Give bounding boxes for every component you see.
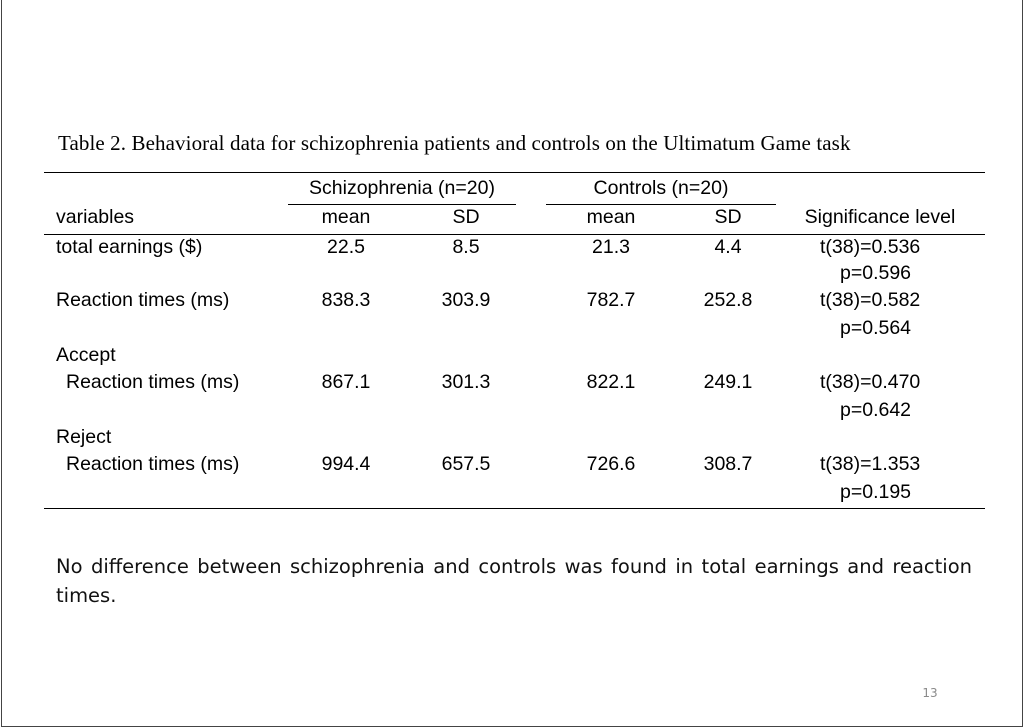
column-header-sz-sd: SD <box>452 206 480 228</box>
sz-sd-value: 8.5 <box>452 236 480 258</box>
column-header-variables: variables <box>56 206 135 228</box>
t-statistic: t(38)=0.470 <box>820 371 921 393</box>
p-value: p=0.596 <box>840 262 912 284</box>
conclusion-text: No difference between schizophrenia and controls was found in total earnings and reaction times. <box>56 555 972 607</box>
p-value: p=0.195 <box>840 481 912 503</box>
sz-mean-value: 994.4 <box>321 453 371 475</box>
column-header-ct-sd: SD <box>714 206 742 228</box>
sz-mean-value: 22.5 <box>327 236 365 258</box>
row-label: Reaction times (ms) <box>66 371 240 393</box>
table-bottom-rule <box>44 508 985 509</box>
row-label: Reaction times (ms) <box>66 453 240 475</box>
ct-sd-value: 4.4 <box>714 236 742 258</box>
sz-mean-value: 867.1 <box>321 371 371 393</box>
sz-sd-value: 303.9 <box>441 289 491 311</box>
ct-mean-value: 726.6 <box>586 453 636 475</box>
column-header-significance: Significance level <box>804 206 956 228</box>
table-top-rule <box>44 172 985 173</box>
column-header-ct-mean: mean <box>586 206 636 228</box>
column-header-sz-mean: mean <box>321 206 371 228</box>
row-group-label: Reject <box>56 426 112 448</box>
group-header-schizophrenia: Schizophrenia (n=20) <box>309 177 495 199</box>
ct-mean-value: 21.3 <box>592 236 630 258</box>
slide <box>1 0 1023 727</box>
page-number: 13 <box>922 686 938 700</box>
ct-sd-value: 308.7 <box>703 453 753 475</box>
ct-sd-value: 249.1 <box>703 371 753 393</box>
row-label: total earnings ($) <box>56 236 203 258</box>
ct-mean-value: 822.1 <box>586 371 636 393</box>
schizophrenia-group-rule <box>288 204 516 205</box>
ct-mean-value: 782.7 <box>586 289 636 311</box>
row-group-label: Accept <box>56 344 116 366</box>
group-header-controls: Controls (n=20) <box>593 177 729 199</box>
p-value: p=0.564 <box>840 317 912 339</box>
t-statistic: t(38)=0.536 <box>820 236 921 258</box>
sz-sd-value: 657.5 <box>441 453 491 475</box>
header-bottom-rule <box>44 234 985 235</box>
table-caption: Table 2. Behavioral data for schizophrenia patients and controls on the Ultimatum Game task <box>58 131 851 155</box>
sz-sd-value: 301.3 <box>441 371 491 393</box>
controls-group-rule <box>546 204 776 205</box>
ct-sd-value: 252.8 <box>703 289 753 311</box>
p-value: p=0.642 <box>840 399 912 421</box>
t-statistic: t(38)=0.582 <box>820 289 921 311</box>
row-label: Reaction times (ms) <box>56 289 230 311</box>
sz-mean-value: 838.3 <box>321 289 371 311</box>
t-statistic: t(38)=1.353 <box>820 453 921 475</box>
